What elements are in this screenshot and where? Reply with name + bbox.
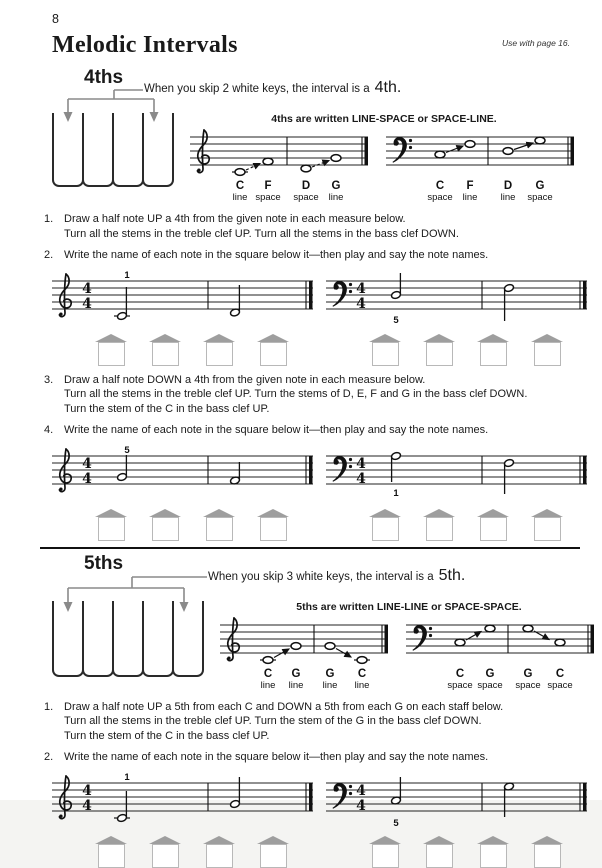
- svg-text:G: G: [331, 180, 341, 192]
- svg-text:space: space: [447, 679, 473, 691]
- section-divider: [40, 547, 580, 549]
- svg-text:G: G: [535, 180, 545, 192]
- svg-text:C: C: [357, 667, 367, 680]
- svg-text:5: 5: [393, 817, 399, 829]
- white-key: [112, 113, 144, 187]
- exercise-staff: [50, 446, 318, 502]
- answer-square[interactable]: [426, 517, 453, 541]
- instruction-item: 1. Draw a half note UP a 5th from each C and DOWN a 5th from each G on each staff below. Turn all the stems in the treble clef UP. Turn the stem of the G in the bass clef DOWN. Turn the stem of the C in the bass clef UP.: [44, 700, 504, 742]
- exercise-staff: [50, 271, 318, 327]
- section-5ths: [40, 553, 580, 868]
- answer-square[interactable]: [206, 517, 233, 541]
- caption-4ths-interval: 4th.: [374, 79, 402, 96]
- svg-text:line: line: [288, 679, 304, 691]
- exercise-4ths-2-bass: [324, 446, 592, 541]
- svg-text:G: G: [325, 667, 335, 680]
- interval-label-5ths: 5ths: [84, 552, 124, 574]
- svg-text:4: 4: [356, 455, 366, 472]
- answer-square[interactable]: [206, 342, 233, 366]
- white-key: [52, 601, 84, 677]
- bass-clef-icon: [333, 456, 353, 482]
- keyboard-diagram-5ths: [52, 601, 204, 677]
- svg-text:G: G: [485, 667, 495, 680]
- instruction-item: 2. Write the name of each note in the square below it—then play and say the note names.: [44, 249, 489, 262]
- svg-text:4: 4: [82, 470, 92, 487]
- answer-square[interactable]: [426, 844, 453, 868]
- instruction-item: 1. Draw a half note UP a 4th from the given note in each measure below. Turn all the stems in the treble clef UP. Turn all the stems in the bass clef DOWN.: [44, 213, 459, 240]
- white-key: [172, 601, 204, 677]
- exercise-5ths-treble: [50, 773, 318, 868]
- answer-squares-row: [324, 836, 592, 868]
- instruction-item: 3. Draw a half note DOWN a 4th from the given note in each measure below. Turn all the stems in the treble clef UP. Turn the stems of D, E, F and G in the bass clef DOWN. Turn the stem of the C in the bass clef UP.: [44, 373, 528, 415]
- svg-text:4: 4: [356, 782, 366, 799]
- answer-square[interactable]: [480, 517, 507, 541]
- answer-square[interactable]: [426, 342, 453, 366]
- svg-text:4: 4: [356, 470, 366, 487]
- svg-text:C: C: [555, 667, 565, 680]
- answer-square[interactable]: [98, 517, 125, 541]
- svg-text:4: 4: [356, 797, 366, 814]
- caption-5ths-interval: 5th.: [438, 566, 466, 584]
- use-with-note: Use with page 16.: [501, 38, 570, 48]
- answer-square[interactable]: [152, 517, 179, 541]
- answer-square[interactable]: [480, 342, 507, 366]
- svg-text:D: D: [301, 180, 311, 192]
- staff-example-5ths-treble: [218, 615, 394, 693]
- answer-square[interactable]: [206, 844, 233, 868]
- answer-square[interactable]: [98, 844, 125, 868]
- white-key: [112, 601, 144, 677]
- staff-example-4ths-bass: [384, 127, 580, 205]
- white-key: [82, 113, 114, 187]
- svg-text:4: 4: [82, 455, 92, 472]
- staff-example-4ths-treble: [188, 127, 374, 205]
- answer-square[interactable]: [480, 844, 507, 868]
- svg-text:4: 4: [82, 295, 92, 312]
- answer-square[interactable]: [260, 517, 287, 541]
- svg-text:5: 5: [393, 314, 399, 326]
- caption-5ths: When you skip 3 white keys, the interval is a: [208, 570, 434, 583]
- exercise-4ths-2-treble: [50, 446, 318, 541]
- exercise-staff: [50, 773, 318, 829]
- svg-text:C: C: [235, 180, 245, 192]
- exercise-staff: [324, 271, 592, 327]
- bass-clef-icon: [393, 137, 413, 163]
- answer-square[interactable]: [152, 844, 179, 868]
- exercise-4ths-1-treble: [50, 271, 318, 366]
- svg-text:1: 1: [124, 269, 130, 281]
- rule-5ths: 5ths are written LINE-LINE or SPACE-SPACE.: [296, 600, 522, 613]
- page-number: 8: [52, 12, 59, 26]
- svg-text:space: space: [547, 679, 573, 691]
- svg-text:4: 4: [356, 280, 366, 297]
- svg-text:line: line: [354, 679, 370, 691]
- answer-square[interactable]: [372, 342, 399, 366]
- staff-example-5ths-bass: [404, 615, 600, 693]
- instruction-item: 4. Write the name of each note in the square below it—then play and say the note names.: [44, 424, 489, 437]
- answer-squares-row: [50, 334, 318, 366]
- exercise-4ths-1-bass: [324, 271, 592, 366]
- white-key: [52, 113, 84, 187]
- svg-text:4: 4: [82, 797, 92, 814]
- white-key: [82, 601, 114, 677]
- svg-text:C: C: [455, 667, 465, 680]
- answer-square[interactable]: [260, 844, 287, 868]
- svg-text:line: line: [328, 192, 344, 203]
- interval-label-4ths: 4ths: [84, 67, 124, 88]
- exercise-staff: [324, 773, 592, 829]
- svg-text:4: 4: [82, 782, 92, 799]
- answer-square[interactable]: [534, 517, 561, 541]
- answer-square[interactable]: [372, 517, 399, 541]
- answer-square[interactable]: [534, 844, 561, 868]
- svg-text:space: space: [515, 679, 541, 691]
- white-key: [142, 113, 174, 187]
- svg-text:C: C: [263, 667, 273, 680]
- svg-text:4: 4: [356, 295, 366, 312]
- svg-text:line: line: [500, 192, 516, 203]
- svg-text:line: line: [260, 679, 276, 691]
- section-4ths: [40, 67, 580, 541]
- bass-clef-icon: [333, 281, 353, 307]
- svg-text:F: F: [466, 180, 474, 192]
- caption-4ths: When you skip 2 white keys, the interval is a: [144, 83, 370, 95]
- white-key: [142, 601, 174, 677]
- keyboard-diagram-4ths: [52, 113, 174, 187]
- svg-text:1: 1: [393, 487, 399, 499]
- svg-text:space: space: [255, 192, 281, 203]
- svg-text:1: 1: [124, 771, 130, 783]
- bass-clef-icon: [333, 783, 353, 809]
- svg-text:G: G: [291, 667, 301, 680]
- rule-4ths: 4ths are written LINE-SPACE or SPACE-LINE.: [271, 113, 497, 125]
- svg-text:line: line: [322, 679, 338, 691]
- svg-text:line: line: [232, 192, 248, 203]
- answer-square[interactable]: [260, 342, 287, 366]
- answer-squares-row: [50, 509, 318, 541]
- answer-square[interactable]: [98, 342, 125, 366]
- exercise-5ths-bass: [324, 773, 592, 868]
- answer-squares-row: [50, 836, 318, 868]
- svg-text:space: space: [293, 192, 319, 203]
- svg-text:C: C: [435, 180, 445, 192]
- instruction-item: 2. Write the name of each note in the square below it—then play and say the note names.: [44, 751, 489, 764]
- answer-squares-row: [324, 334, 592, 366]
- answer-square[interactable]: [152, 342, 179, 366]
- svg-text:space: space: [527, 192, 553, 203]
- exercise-staff: [324, 446, 592, 502]
- svg-text:D: D: [503, 180, 513, 192]
- svg-text:F: F: [264, 180, 272, 192]
- answer-squares-row: [324, 509, 592, 541]
- svg-text:G: G: [523, 667, 533, 680]
- svg-text:5: 5: [124, 444, 130, 456]
- bass-clef-icon: [413, 625, 433, 651]
- page-title: Melodic Intervals: [52, 32, 238, 58]
- svg-text:line: line: [462, 192, 478, 203]
- answer-square[interactable]: [372, 844, 399, 868]
- svg-text:4: 4: [82, 280, 92, 297]
- svg-text:space: space: [477, 679, 503, 691]
- answer-square[interactable]: [534, 342, 561, 366]
- svg-text:space: space: [427, 192, 453, 203]
